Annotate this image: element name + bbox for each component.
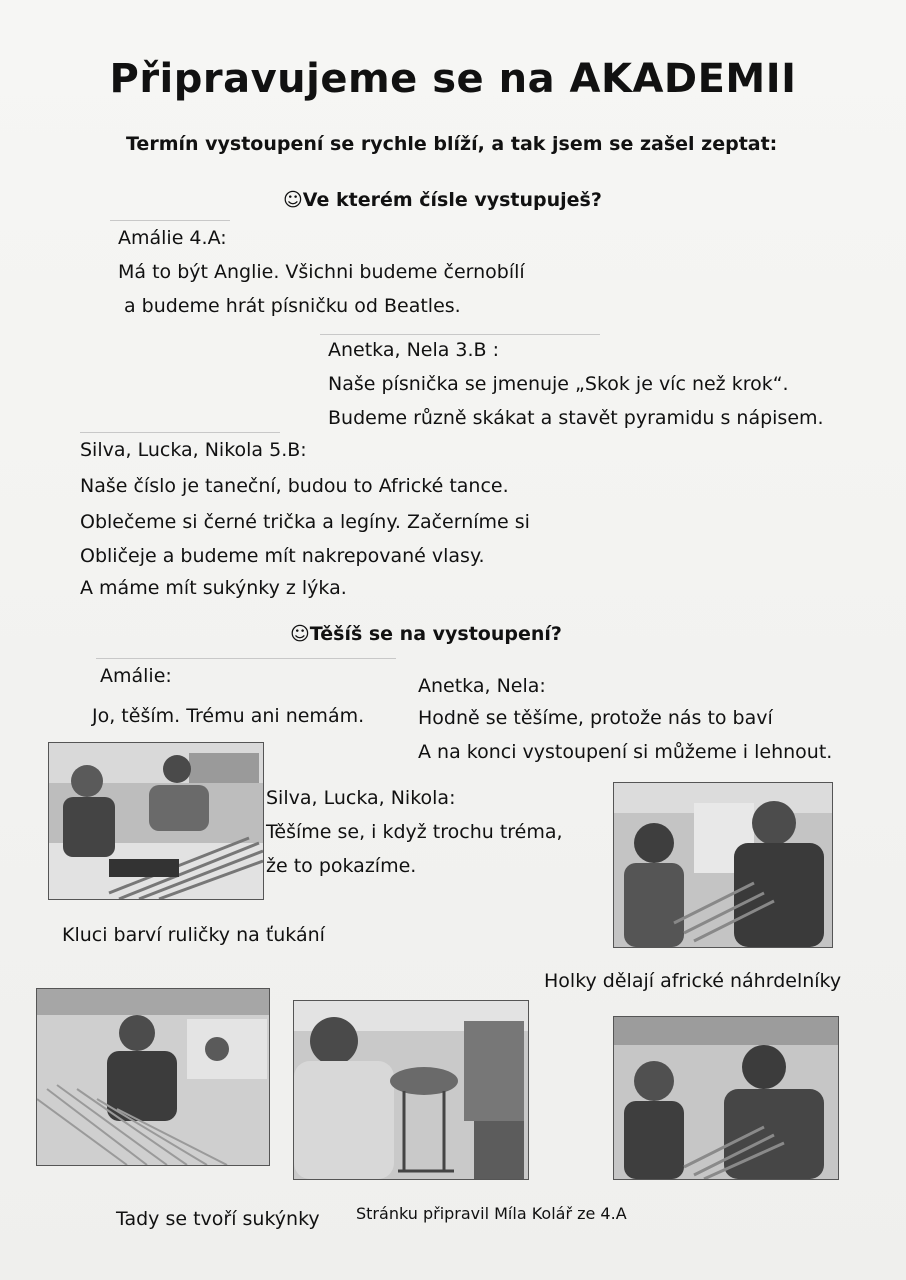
answer2-silva-name: Silva, Lucka, Nikola: — [266, 787, 456, 809]
answer-silva-line-4: A máme mít sukýnky z lýka. — [80, 577, 347, 599]
answer2-anetka-name: Anetka, Nela: — [418, 675, 546, 697]
answer2-amalie-line-1: Jo, těším. Trému ani nemám. — [92, 705, 365, 727]
answer-amalie-line-2: a budeme hrát písničku od Beatles. — [124, 295, 461, 317]
answer-silva-line-2: Oblečeme si černé trička a legíny. Začerníme si — [80, 511, 530, 533]
question-2: ☺Těšíš se na vystoupení? — [290, 623, 562, 645]
answer-silva-name: Silva, Lucka, Nikola 5.B: — [80, 439, 307, 461]
answer-amalie-name: Amálie 4.A: — [118, 227, 227, 249]
photo-skirts-making — [36, 988, 270, 1166]
answer-anetka-line-2: Budeme různě skákat a stavět pyramidu s nápisem. — [328, 407, 824, 429]
answer2-silva-line-1: Těšíme se, i když trochu tréma, — [266, 821, 563, 843]
answer2-silva-line-2: že to pokazíme. — [266, 855, 417, 877]
divider — [320, 334, 600, 335]
page-title: Připravujeme se na AKADEMII — [109, 56, 797, 102]
answer2-amalie-name: Amálie: — [100, 665, 172, 687]
divider — [110, 220, 230, 221]
divider — [80, 432, 280, 433]
answer-anetka-name: Anetka, Nela 3.B : — [328, 339, 500, 361]
answer-silva-line-1: Naše číslo je taneční, budou to Africké tance. — [80, 475, 509, 497]
answer-anetka-line-1: Naše písnička se jmenuje „Skok je víc než krok“. — [328, 373, 789, 395]
photo-girls-necklaces-1 — [613, 782, 833, 948]
photo-girls-necklaces-2 — [613, 1016, 839, 1180]
intro-text: Termín vystoupení se rychle blíží, a tak jsem se zašel zeptat: — [126, 133, 778, 155]
answer2-anetka-line-2: A na konci vystoupení si můžeme i lehnout. — [418, 741, 833, 763]
divider — [96, 658, 396, 659]
photo-girls-working — [293, 1000, 529, 1180]
answer-silva-line-3: Obličeje a budeme mít nakrepované vlasy. — [80, 545, 485, 567]
caption-boys: Kluci barví ruličky na ťukání — [62, 924, 325, 946]
answer-amalie-line-1: Má to být Anglie. Všichni budeme černobílí — [118, 261, 525, 283]
caption-skirts: Tady se tvoří sukýnky — [116, 1208, 320, 1230]
caption-author: Stránku připravil Míla Kolář ze 4.A — [356, 1204, 627, 1223]
answer2-anetka-line-1: Hodně se těšíme, protože nás to baví — [418, 707, 773, 729]
question-1: ☺Ve kterém čísle vystupuješ? — [283, 189, 602, 211]
photo-boys-painting — [48, 742, 264, 900]
caption-girls: Holky dělají africké náhrdelníky — [544, 970, 842, 992]
